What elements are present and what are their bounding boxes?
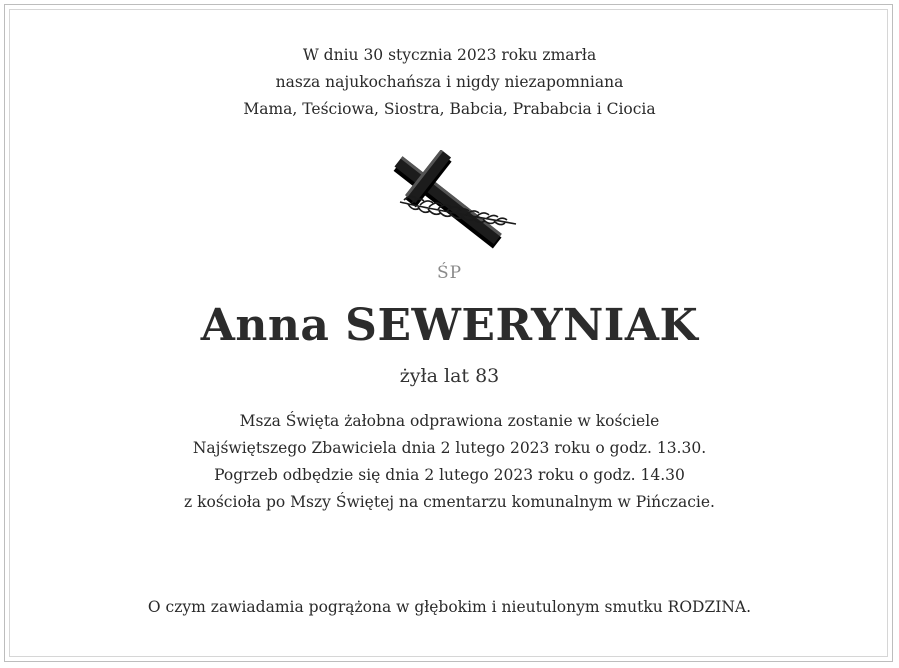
ceremony-line-2: Najświętszego Zbawiciela dnia 2 lutego 2023 roku o godz. 13.30.	[192, 439, 707, 457]
ceremony-line-1: Msza Święta żałobna odprawiona zostanie w kościele	[239, 412, 660, 430]
family-notice: O czym zawiadamia pogrążona w głębokim i nieutulonym smutku RODZINA.	[147, 598, 752, 616]
cross-with-palm-branch-icon	[378, 150, 524, 256]
ceremony-details	[0, 408, 899, 516]
ceremony-line-3: Pogrzeb odbędzie się dnia 2 lutego 2023 roku o godz. 14.30	[214, 466, 685, 484]
announcement-intro	[0, 42, 899, 123]
intro-line-3: Mama, Teściowa, Siostra, Babcia, Prababcia i Ciocia	[243, 100, 656, 118]
intro-line-2: nasza najukochańsza i nigdy niezapomniana	[275, 73, 624, 91]
deceased-age: żyła lat 83	[399, 365, 500, 387]
intro-line-1: W dniu 30 stycznia 2023 roku zmarła	[302, 46, 597, 64]
deceased-name: Anna SEWERYNIAK	[200, 300, 699, 351]
ceremony-line-4: z kościoła po Mszy Świętej na cmentarzu komunalnym w Pińczacie.	[184, 493, 715, 511]
title-sp: ŚP	[436, 263, 463, 283]
